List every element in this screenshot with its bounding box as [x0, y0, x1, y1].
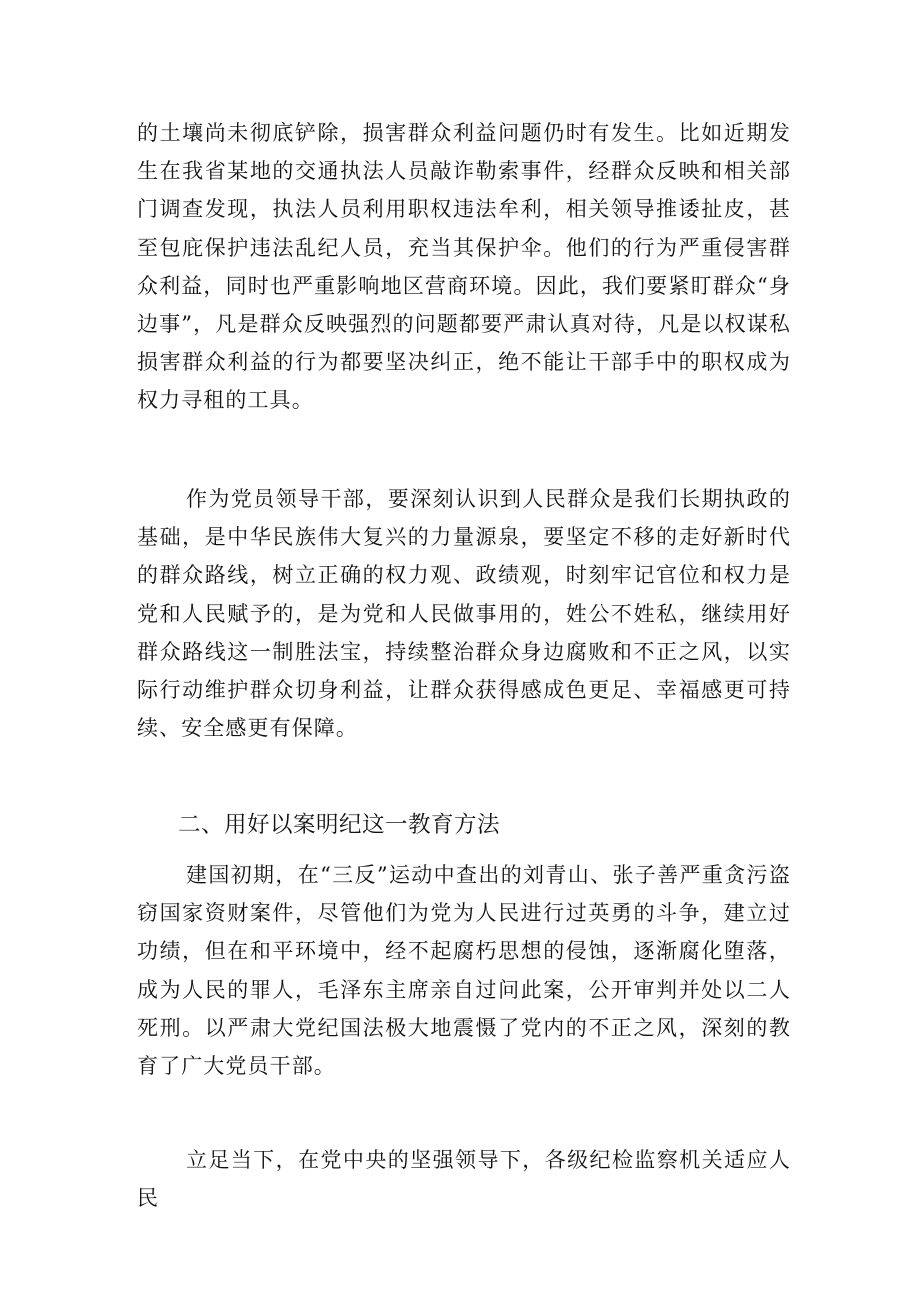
paragraph-present: 立足当下，在党中央的坚强领导下，各级纪检监察机关适应人民	[137, 1148, 791, 1211]
paragraph-case-history: 建国初期，在“三反”运动中查出的刘青山、张子善严重贪污盗窃国家资财案件，尽管他们为党为人民进行过英勇的斗争，建立过功绩，但在和平环境中，经不起腐朽思想的侵蚀，逐渐腐化堕落，成为人民的罪人，毛泽东主席亲自过问此案，公开审判并处以二人死刑。以严肃大党纪国法极大地震慑了党内的不正之风，深刻的教育了广大党员干部。	[137, 863, 791, 1079]
paragraph-party-cadres: 作为党员领导干部，要深刻认识到人民群众是我们长期执政的基础，是中华民族伟大复兴的力量源泉，要坚定不移的走好新时代的群众路线，树立正确的权力观、政绩观，时刻牢记官位和权力是党和人民赋予的，是为党和人民做事用的，姓公不姓私，继续用好群众路线这一制胜法宝，持续整治群众身边腐败和不正之风，以实际行动维护群众切身利益，让群众获得感成色更足、幸福感更可持续、安全感更有保障。	[137, 487, 791, 741]
section-heading: 二、用好以案明纪这一教育方法	[178, 812, 501, 838]
paragraph-continuation: 的土壤尚未彻底铲除，损害群众利益问题仍时有发生。比如近期发生在我省某地的交通执法人员敲诈勒索事件，经群众反映和相关部门调查发现，执法人员利用职权违法牟利，相关领导推诿扯皮，甚至包庇保护违法乱纪人员，充当其保护伞。他们的行为严重侵害群众利益，同时也严重影响地区营商环境。因此，我们要紧盯群众“身边事”，凡是群众反映强烈的问题都要严肃认真对待，凡是以权谋私损害群众利益的行为都要坚决纠正，绝不能让干部手中的职权成为权力寻租的工具。	[137, 121, 791, 413]
